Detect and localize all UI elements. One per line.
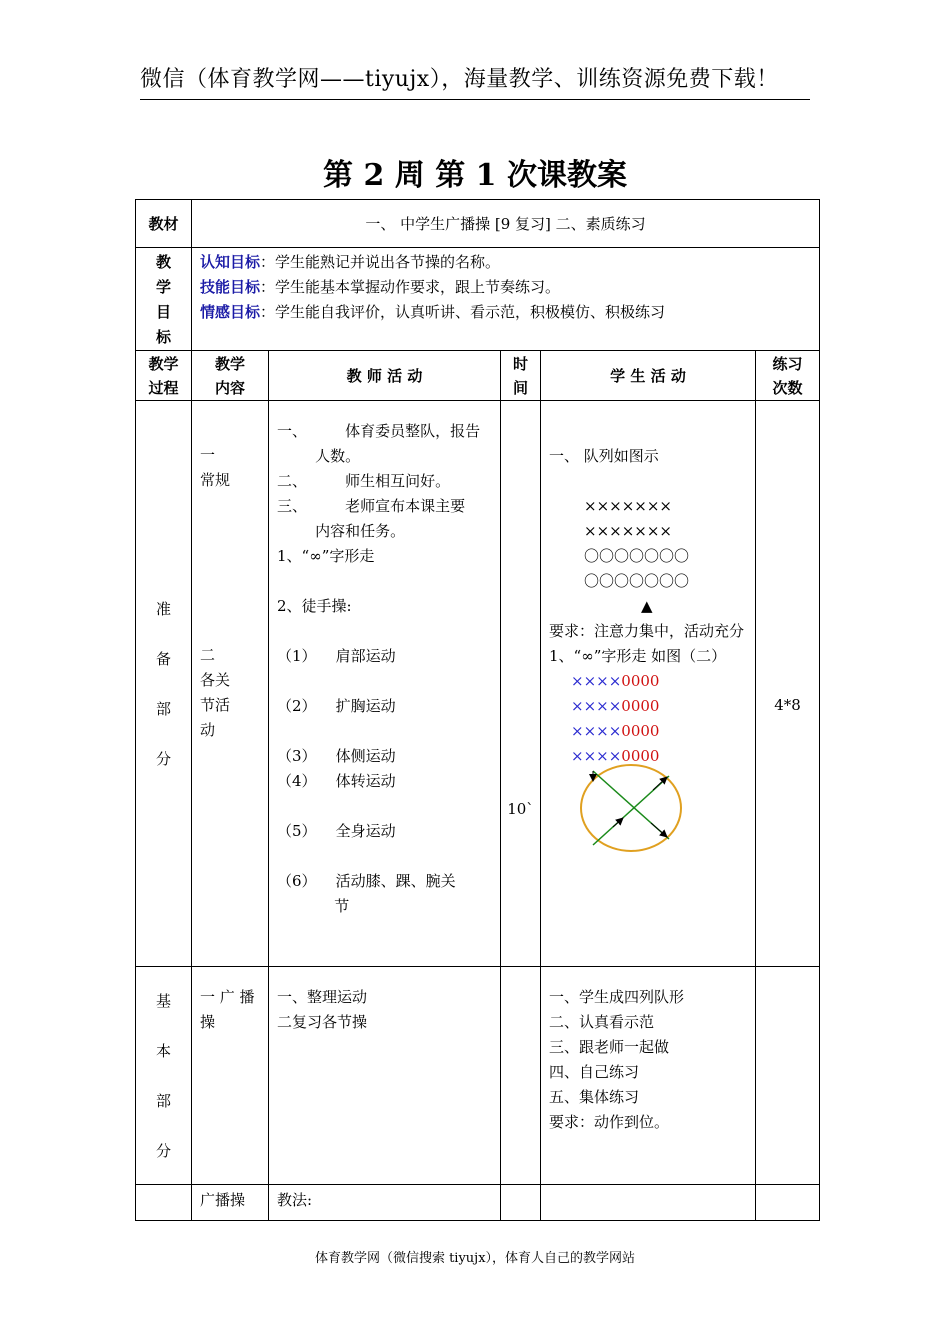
- basic-content: 一 广 播 操: [200, 988, 255, 1031]
- col-teacher: 教 师 活 动: [269, 351, 501, 401]
- teacher-line: （5） 全身运动: [277, 822, 396, 840]
- prep-content-1-num: 一: [200, 446, 216, 464]
- teacher-line: 二、 师生相互问好。: [277, 472, 451, 490]
- goal-cognitive: 认知目标：学生能熟记并说出各节操的名称。: [200, 253, 501, 271]
- teacher-line: [277, 669, 492, 694]
- column-header-row: [136, 351, 820, 401]
- formation-intro: 一、 队列如图示: [549, 447, 659, 465]
- teacher-line: 一、 体育委员整队，报告: [277, 422, 481, 440]
- teacher-line: 三、 老师宣布本课主要: [277, 497, 466, 515]
- teacher-line: 人数。: [277, 447, 361, 465]
- basic-section-label: 基本部分: [155, 991, 171, 1160]
- basic-student: 一、学生成四列队形 二、认真看示范 三、跟老师一起做 四、自己练习 五、集体练习 要求：动作到位。: [541, 967, 756, 1185]
- col-content: 教学内容: [214, 354, 245, 397]
- material-content: 一、 中学生广播操 [9 复习] 二、素质练习: [192, 200, 820, 248]
- prep-content-2-num: 二: [200, 646, 216, 664]
- col-time: 时间: [512, 354, 528, 397]
- formation-o-1: 〇〇〇〇〇〇〇: [584, 547, 690, 565]
- goals-label: [136, 248, 192, 351]
- formation-o-2: 〇〇〇〇〇〇〇: [584, 572, 690, 590]
- formation-x-2: ×××××××: [584, 522, 672, 540]
- goals-row: [136, 248, 820, 351]
- teacher-line: （1） 肩部运动: [277, 647, 396, 665]
- prep-section-label: 准备部分: [155, 599, 171, 768]
- goal-affective: 情感目标：学生能自我评价，认真听讲、看示范，积极模仿、积极练习: [200, 303, 666, 321]
- figure8-title: 1、“∞”字形走 如图（二）: [549, 647, 727, 665]
- formation-x-1: ×××××××: [584, 497, 672, 515]
- page-footer: 体育教学网（微信搜索 tiyujx），体育人自己的教学网站: [314, 1251, 636, 1266]
- figure8-row-2: ××××0000: [571, 697, 660, 715]
- arrow-head-bottom-right: [651, 823, 667, 837]
- basic-teacher: 一、整理运动 二复习各节操: [269, 967, 501, 1185]
- material-label: 教材: [136, 200, 192, 248]
- teacher-line: 内容和任务。: [277, 522, 406, 540]
- arrow-head-center: [613, 818, 623, 827]
- teacher-triangle-icon: ▲: [641, 597, 653, 615]
- goal-skill: 技能目标：学生能基本掌握动作要求，跟上节奏练习。: [200, 278, 561, 296]
- teacher-line: （4） 体转运动: [277, 772, 396, 790]
- teacher-line: （2） 扩胸运动: [277, 697, 396, 715]
- col-process: 教学过程: [148, 354, 179, 397]
- prep-row: [136, 401, 820, 967]
- prep-reps: 4*8: [774, 696, 801, 714]
- goals-label-text: 教学目标: [155, 253, 171, 346]
- prep-student: [541, 401, 756, 967]
- lesson-plan-table: [135, 199, 820, 1221]
- figure8-row-1: ××××0000: [571, 672, 660, 690]
- page-title: 第 2 周 第 1 次课教案: [323, 158, 627, 193]
- teacher-line: [277, 619, 492, 644]
- figure8-row-3: ××××0000: [571, 722, 660, 740]
- teacher-line: [277, 794, 492, 819]
- last-row-content: 广播操: [192, 1185, 269, 1221]
- teacher-line: [277, 844, 492, 869]
- figure8-row-4: ××××0000: [571, 747, 660, 765]
- teacher-line: （6） 活动膝、踝、腕关: [277, 872, 456, 890]
- prep-time: 10`: [507, 799, 534, 818]
- teacher-line: [277, 719, 492, 744]
- basic-row: [136, 967, 820, 1185]
- prep-content-1: 常规: [200, 471, 231, 489]
- material-row: [136, 200, 820, 248]
- goals-content: [192, 248, 820, 351]
- prep-content: [192, 401, 269, 967]
- prep-teacher: [269, 401, 501, 967]
- teacher-line: 2、徒手操:: [277, 597, 352, 615]
- teacher-line: （3） 体侧运动: [277, 747, 396, 765]
- col-student: 学 生 活 动: [541, 351, 756, 401]
- prep-requirement: 要求：注意力集中，活动充分: [549, 622, 745, 640]
- figure8-diagram: [571, 761, 691, 861]
- last-row: [136, 1185, 820, 1221]
- prep-content-2: 各关节活动: [200, 671, 231, 739]
- teacher-line: 1、“∞”字形走: [277, 547, 375, 565]
- last-row-teacher: 教法:: [269, 1185, 501, 1221]
- arrow-head-top-right: [653, 777, 667, 790]
- teacher-line: 节: [277, 897, 350, 915]
- page-header: 微信（体育教学网——tiyujx），海量教学、训练资源免费下载！: [140, 62, 810, 100]
- teacher-line: [277, 569, 492, 594]
- col-reps: 练习次数: [772, 354, 803, 397]
